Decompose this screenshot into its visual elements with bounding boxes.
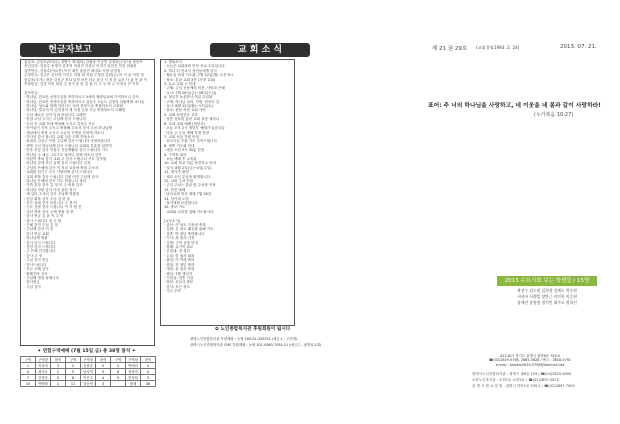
left-panel-title: 헌금자보고 — [20, 43, 120, 57]
attendance-table: 구역 구역장 참석 구역 구역장 참석 구역 구역장 참석 1 이옥자 3 2 김삼순 5 3 박애리 4 4 최석우 2 5 남숙자 3 6 정성자 4 7 김영순 5 8 이은주 4 9 한정희 3 10 박명화 2 11 강순자 3 합계 38 — [20, 356, 156, 387]
phone-line: ☎(02)2619-5798, 2685-5628 / 팩스 : 2618-5791 — [489, 358, 571, 363]
student-names-row-2: 서선아 서행일 장만근 이인옥 이승현 — [517, 294, 577, 299]
student-names-row-3: 장세진 장원정 정지민 최주도 정희선 — [517, 300, 577, 305]
welfare-account-1: 광명노인종합복지관 후원계좌 : 농협 189-02-320352 (예금주 : 고현철) — [190, 337, 298, 341]
email-line: e-mail : kmskm2619-5798@hanmail.net — [495, 362, 565, 367]
students-banner: 2013 수요시회 보는 학생들 / 15명 — [497, 276, 597, 286]
student-names-row-1: 곽선수 김도원 김희정 김예도 박승현 — [517, 288, 577, 293]
motto-verse: 표어: 주 너의 하나님을 사랑하고, 네 이웃을 네 몸과 같이 사랑하라! — [428, 103, 601, 109]
address-line: 423-817 경기도 광명시 광명6동 759-5 — [500, 354, 560, 358]
student-names — [497, 288, 597, 306]
church-news-title: 교 회 소 식 — [210, 43, 310, 57]
special-meeting-title: ✦ 연합구역예배 (7월 15일 금) 총 38명 참석 ✦ — [37, 349, 136, 354]
motto-reference: (누가복음 10:27) — [534, 112, 574, 118]
issue-number: 제 21 권 29호 — [432, 46, 468, 52]
church-founded: (교회창립1993. 2. 24) — [476, 45, 520, 50]
church-news-box: 1. 명회소식 · 오늘은 교회창립 안녕 선교 주일입니다. 2. 하나 터 선교사 선전들에게 감사 · 월요일 안내 기도회: 7월 22일(월) 오전 6시 · 장소: 본관 교회 3층 (가정 교회) 3. 유교 교회 주 안내 · 주제: 주님 공동체의 비전, 사랑과 은혜 · 일시: 7월 26일(금)~28일(주일) 4. 청년부 농촌봉사 여름 수련회 · 주제: 하나님 나라, 사명, 헌신의 길 · 일시: 8월 12일(월)~17일(토) · 장소: 충남 서산 교회 사역 5. 교회 성경공부 교육 · 말씀 선포를 통한 교회 성장 세미나 6. 초대 교회 예배 (청년부) · 오늘 오후 2시 청년부 예배가 있습니다 · 다음 주 주일 예배 특별 찬양 7. 교회 선교 후원 안내 · 선교사님 후원 기도 부탁드립니다 8. 새벽 기도회 안내 · 매일 오전 5시 30분 본당 9. 구역장 회의 · 오늘 예배 후 교육관 10. 교회 학교 여름 성경학교 안내 · 일시: 8월 2일(금)~4일(주일) 11. 새가족 환영 · 새로 오신 분들을 환영합니다 12. 교회 주차 안내 · 주일 주차는 본관 옆 주차장 이용 13. 헌신 예배 · 남선교회 헌신 예배 7월 28일 14. 성가대 모집 · 성가대원 모집합니다 15. 중보 기도 · 교회와 나라를 위해 기도합시다 [교우소식] · 출산: 이 성도 가정에 축복 · 입원: 김 성도 쾌유를 위해 기도 · 결혼: 박 청년 축하합니다 · 이사: 최 집사 가정 · 심방: 구역 심방 안내 · 장례: 유가족 위로 · 군입대: 정 청년 · 수술: 한 권사 회복 · 졸업: 이 학생 축하 · 취업: 강 청년 축하 · 개업: 윤 집사 축복 · 생일: 7월 생일자 · 기념일: 결혼 기념 · 방문: 선교사 방문 · 감사: 모든 성도 · 기도 부탁 — [160, 59, 295, 326]
affiliate-3: 광 명 시 립 요 양 원 : 광명시 하안1동 239-1 / ☎(02)2897-7000 — [472, 384, 575, 388]
affiliate-1: 광명시노인종합복지관 : 광명시 광6동 129 / ☎(02)2625-9900 — [472, 372, 572, 376]
offering-report-box: 십일조: 김선호(어정수) 정병구 최대(어) 김필웅 이승민 일정의(주공사) 남용조 신년감사: 김선수 송명식 류종석 이성진 이청규 이정기 윤한진 이진 집필용 일반헌금: 김성수(이유진) 이진 최진 윤한진 최대호 지방 김영철 주정헌금: 김주은 김선영 이진주 이형 최 지원 주정한 김원(주) 어 이 윤 이한 정 십일조(추가): 장순 김성규 정희 김정 어진 어주 윤규 지 정 한 유진 사 홍 동 관 이 후원헌금: 김정 이진 최정 주 정기 윤 한 김 원 이 주 우 명 수 이정규 진 지현 감사헌금: · 하나님, 한교단 선생주일을 축하하시고 5세의 제령입교에 기억하시니 감사 · 하나님, 한교단 선생주일을 축하하시고 김선수 오늘도 김천의 임원축에 교사들 · 하나님, 성도와 함께 일어서는 일의 찬양으로 축복하소서 고희원 · 하나님, 장우석 씨 김선정의 새 사정 손을 지금 축복하소서 고해빈 · 주님 새로운 일이 밀려 하십니다 고헤빈 · 항상 주님 주시는 주님께 감사 드립니다 · 우리 큰 교회 안에 축복해 주시고 김선수 기도 · 아이들이 지켜 주시고 축복해 주소서 감사 주신 하나님께 · 세상에서 축복 주시고 오늘의 사명을 감당케 하소서 · 하나님 감사 합니다 교회 일꾼 되게 하옵소서 · 최대호 김선수 이형 주님께 감사 드립니다 사랑하옵니다 · 생명 주신 하나님께 감사 드립니다 교회의 부흥을 위하여 · 믿음 신앙 감사 이형주 신앙생활을 감사 드립니다 기도 · 하나님 주 예수 그리스도 날마다 함께 하소서 감사 · 어린이 축복 감사 교회 주 감사 드립니다 기도 김영철 · 하나님 앞에 모든 일에 감사 드립니다 김정 · 주님의 은혜에 감사 이 자녀 교육에 축복 주소서 · 교회를 섬기는 모든 사람에게 감사 드립니다 · 교회 축복 감사 드립니다 김원 어진 주님께 감사 · 하나님 은혜에 감사 기도 하옵니다 정희 · 가족 건강 감사 김 정 이 주 축복 감사 · 하나님 사랑 감사 이진 윤한 정기 · 새 일터 주셔서 감사 주님께 영광을 · 건강 회복 감사 주님 김 한 윤 · 모든 일에 감사 하옵니다 주 정 어 · 기도 응답 감사 드립니다 이 지 원 진 · 자녀 축복 감사 주께 영광 정 한 · 감사 헌금 김 윤 지 주 이 · 감사 드립니다 정 주 원 · 은혜 감사 주님 김 정 · 주님께 감사 이 진 · 감사 헌금 교회 · 하나님께 영광 · 감사 감사 드립니다 · 건강 감사 드립니다 · 주 은혜 감사합니다 · 감사 주 정 · 주일 감사 헌금 · 감사드립니다 · 모든 은혜 감사 · 할렐루야 감사 · 주님께 영광 돌립니다 · 감사헌금 · 주님 감사 — [20, 59, 155, 346]
welfare-account-2: 광명시노인종합복지관 CMS 후원계좌 : 농협 301-0060-7050-51 (예금주 : 광명성교회) — [190, 343, 322, 347]
member-news-title: [교우소식] — [164, 218, 181, 223]
affiliate-2: 소하노인복지관 : 소하1동 소하2동 / ☎(02)2897-0870 — [472, 378, 559, 382]
issue-date: 2013. 07. 21. — [560, 44, 597, 50]
church-address — [460, 354, 600, 367]
welfare-footer: ✿ 노인종합복지관 후원회원이 됩시다 — [215, 327, 291, 332]
